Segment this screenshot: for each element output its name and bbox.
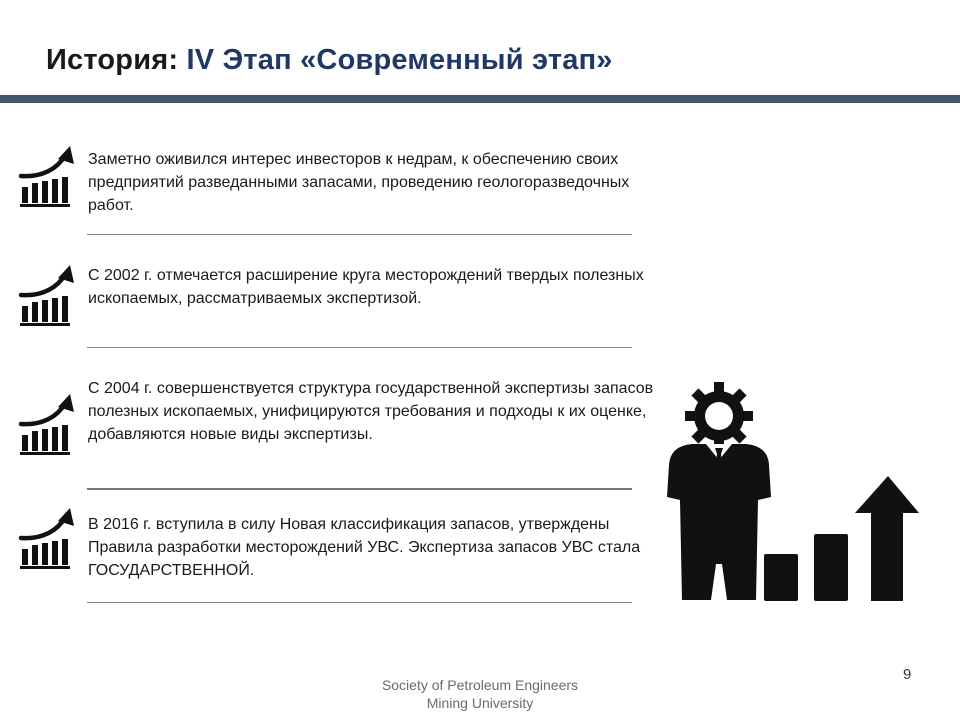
item-separator: [87, 347, 632, 348]
growth-chart-icon: [18, 262, 78, 326]
growth-chart-icon: [18, 143, 78, 207]
item-text: Заметно оживился интерес инвесторов к недрам, к обеспечению своих предприятий разведанными запасами, проведению геологоразведочных работ.: [88, 151, 630, 214]
item-text: С 2004 г. совершенствуется структура государственной экспертизы запасов полезных ископаемых, унифицируются требования и подходы к их оценке, добавляются новые виды экспертизы.: [88, 380, 654, 443]
item-separator: [87, 602, 632, 603]
slide-title: [46, 44, 613, 77]
page-number: 9: [903, 666, 912, 683]
footer-university: Mining University: [426, 695, 534, 711]
businessman-gear-growth-icon: [664, 382, 924, 607]
title-prefix: История:: [46, 44, 179, 76]
title-underline-bar: [0, 95, 960, 103]
title-accent: IV Этап «Современный этап»: [186, 44, 613, 76]
item-separator: [87, 234, 632, 235]
item-text: В 2016 г. вступила в силу Новая классификация запасов, утверждены Правила разработки месторождений УВС. Экспертиза запасов УВС стала ГОСУДАРСТВЕННОЙ.: [88, 516, 641, 579]
growth-chart-icon: [18, 505, 78, 569]
item-text: С 2002 г. отмечается расширение круга месторождений твердых полезных ископаемых, рассматриваемых экспертизой.: [88, 267, 644, 307]
footer: [330, 676, 630, 712]
item-separator: [87, 488, 632, 490]
growth-chart-icon: [18, 391, 78, 455]
footer-organization: Society of Petroleum Engineers: [381, 677, 579, 693]
